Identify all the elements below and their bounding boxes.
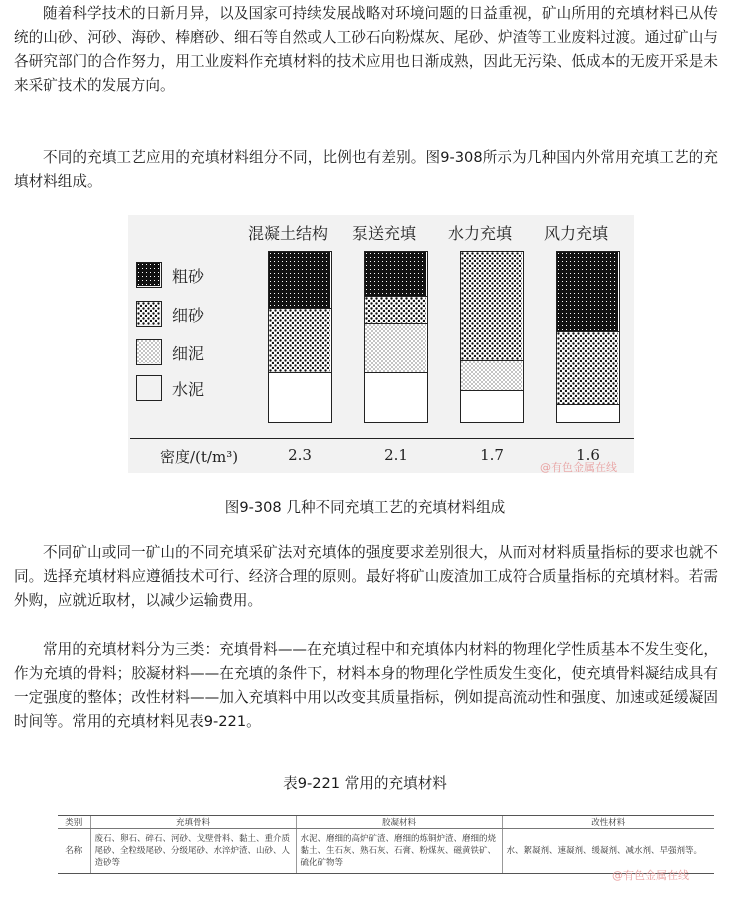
material-types-paragraph: 常用的充填材料分为三类：充填骨料——在充填过程中和充填体内材料的物理化学性质基本不发生变化，作为充填的骨料；胶凝材料——在充填的条件下，材料本身的物理化学性质发生变化，使充填骨料凝结成具有一定强度的整体；改性材料——加入充填料中用以改变其质量指标，例如提高流动性和强度、加速或延缓凝固时间等。常用的充填材料见表9-221。 <box>14 641 718 730</box>
legend-swatch-cement <box>136 375 162 401</box>
bar-segment-cement <box>365 372 427 421</box>
bar-segment-coarse-sand <box>269 252 331 308</box>
stacked-bar-hydraulic <box>460 251 524 423</box>
bar-segment-cement <box>461 390 523 420</box>
bar-segment-fine-sand <box>269 308 331 372</box>
intro-paragraph: 随着科学技术的日新月异，以及国家可持续发展战略对环境问题的日益重视，矿山所用的充填材料已从传统的山砂、河砂、海砂、棒磨砂、细石等自然或人工砂石向粉煤灰、尾砂、炉渣等工业废料过渡。通过矿山与各研究部门的合作努力，用工业废料作充填材料的技术应用也日渐成熟，因此无污染、低成本的无废开采是未来采矿技术的发展方向。 <box>14 5 718 94</box>
table-caption: 表9-221 常用的充填材料 <box>283 775 447 792</box>
legend-label-fine-slime: 细泥 <box>172 344 205 363</box>
figure-watermark: @有色金属在线 <box>540 461 617 474</box>
bar-segment-fine-slime <box>365 323 427 372</box>
bar-segment-coarse-sand <box>557 252 619 331</box>
legend-swatch-fine-sand <box>136 301 162 327</box>
requirements-paragraph: 不同矿山或同一矿山的不同充填采矿法对充填体的强度要求差别很大，从而对材料质量指标的要求也就不同。选择充填材料应遵循技术可行、经济合理的原则。最好将矿山废渣加工成符合质量指标的充填材料。若需外购，应就近取材，以减少运输费用。 <box>14 544 718 609</box>
chart-category-label-pumped: 泵送充填 <box>351 224 416 243</box>
bar-segment-cement <box>557 404 619 421</box>
legend-swatch-coarse-sand <box>136 262 162 288</box>
table-cell-binder: 水泥、磨细的高炉矿渣、磨细的炼铜炉渣、磨细的烧黏土、生石灰、熟石灰、石膏、粉煤灰、磁黄铁矿、硫化矿物等 <box>296 829 502 874</box>
material-composition-figure <box>128 215 634 473</box>
figure-caption: 图9-308 几种不同充填工艺的充填材料组成 <box>224 499 506 516</box>
table-cell-modifier: 水、絮凝剂、速凝剂、缓凝剂、减水剂、早强剂等。 <box>502 829 714 874</box>
figure-reference-paragraph: 不同的充填工艺应用的充填材料组分不同，比例也有差别。图9-308所示为几种国内外常用充填工艺的充填材料组成。 <box>14 149 718 190</box>
density-axis-label: 密度/(t/m³) <box>160 448 239 466</box>
bar-segment-fine-sand <box>461 252 523 360</box>
legend-swatch-fine-slime <box>136 339 162 365</box>
table-header-modifier: 改性材料 <box>502 816 714 829</box>
bar-segment-fine-sand <box>557 331 619 404</box>
bar-segment-cement <box>269 372 331 421</box>
density-value-pneumatic: 1.6 <box>576 446 600 464</box>
table-header-binder: 胶凝材料 <box>296 816 502 829</box>
filling-materials-table <box>58 815 714 881</box>
bar-segment-coarse-sand <box>365 252 427 296</box>
stacked-bar-pneumatic <box>556 251 620 423</box>
table-header-category: 类别 <box>58 816 90 829</box>
bar-segment-fine-slime <box>461 360 523 390</box>
table-watermark: @有色金属在线 <box>612 869 689 882</box>
table-header-row <box>58 816 714 829</box>
chart-category-label-pneumatic: 风力充填 <box>543 224 608 243</box>
chart-baseline <box>130 438 634 439</box>
legend-label-coarse-sand: 粗砂 <box>172 267 205 286</box>
bar-segment-fine-sand <box>365 296 427 323</box>
chart-category-label-concrete: 混凝土结构 <box>247 224 328 243</box>
stacked-bar-concrete <box>268 251 332 423</box>
density-value-hydraulic: 1.7 <box>480 446 504 464</box>
density-value-pumped: 2.1 <box>384 446 408 464</box>
legend-label-fine-sand: 细砂 <box>172 306 205 325</box>
stacked-bar-pumped <box>364 251 428 423</box>
table-row-label: 名称 <box>58 829 90 874</box>
density-value-concrete: 2.3 <box>288 446 312 464</box>
chart-category-label-hydraulic: 水力充填 <box>447 224 512 243</box>
legend-label-cement: 水泥 <box>172 380 205 399</box>
table-header-aggregate: 充填骨料 <box>90 816 296 829</box>
table-cell-aggregate: 废石、卵石、碎石、河砂、戈壁骨料、黏土、重介质尾砂、全粒级尾砂、分级尾砂、水淬炉渣、山砂、人造砂等 <box>90 829 296 874</box>
